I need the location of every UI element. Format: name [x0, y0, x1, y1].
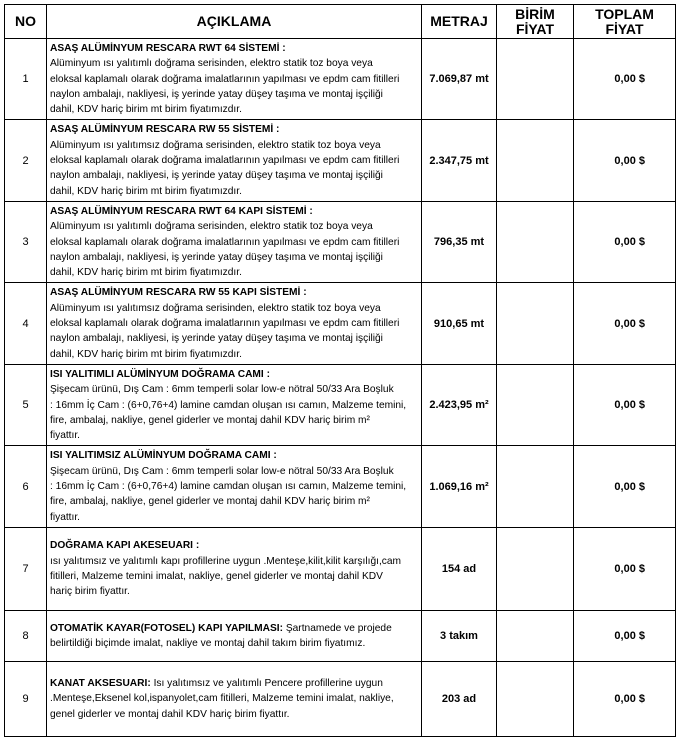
item-title-line	[50, 204, 417, 219]
item-description	[47, 120, 422, 201]
item-total-price: 0,00 $	[574, 201, 676, 282]
row-number: 6	[5, 446, 47, 527]
item-quantity: 154 ad	[422, 527, 497, 610]
item-title-line	[50, 285, 417, 300]
item-unit-price[interactable]	[497, 446, 574, 527]
item-unit-price[interactable]	[497, 364, 574, 445]
header-unit-price-line1: BİRİM	[515, 5, 555, 22]
item-title-line	[50, 448, 417, 463]
row-number: 4	[5, 283, 47, 364]
item-total-price: 0,00 $	[574, 661, 676, 736]
item-description-line: dahil, KDV hariç birim mt birim fiyatımızdır.	[50, 267, 242, 279]
item-description-line: .Menteşe,Eksenel kol,ispanyolet,cam fitilleri, Malzeme temini imalat, nakliye,	[50, 693, 394, 705]
item-description-line: eloksal kaplamalı olarak doğrama imalatlarının yapılması ve epdm cam fitilleri	[50, 155, 400, 167]
row-number: 8	[5, 610, 47, 661]
header-total-price	[574, 5, 676, 39]
item-title-line	[50, 367, 417, 382]
item-description-line: Alüminyum ısı yalıtımsız doğrama serisinden, elektro statik toz boya veya	[50, 139, 381, 151]
row-number: 5	[5, 364, 47, 445]
item-description-line: fire, ambalaj, nakliye, genel giderler ve montaj dahil KDV hariç birim m²	[50, 414, 370, 426]
item-description	[47, 610, 422, 661]
item-title-line	[50, 538, 417, 553]
item-description-line: eloksal kaplamalı olarak doğrama imalatlarının yapılması ve epdm cam fitilleri	[50, 318, 400, 330]
header-unit-price	[497, 5, 574, 39]
item-total-price: 0,00 $	[574, 527, 676, 610]
item-description	[47, 39, 422, 120]
item-description-line: eloksal kaplamalı olarak doğrama imalatlarının yapılması ve epdm cam fitilleri	[50, 73, 400, 85]
item-total-price: 0,00 $	[574, 39, 676, 120]
item-description	[47, 201, 422, 282]
item-description-line: : 16mm İç Cam : (6+0,76+4) lamine camdan oluşan ısı camın, Malzeme temini,	[50, 399, 407, 411]
table-row	[5, 527, 676, 610]
item-quantity: 1.069,16 m²	[422, 446, 497, 527]
item-description-line: naylon ambalajı, nakliyesi, iş yerinde yatay düşey taşıma ve montaj işçiliği	[50, 88, 383, 100]
item-quantity: 2.423,95 m²	[422, 364, 497, 445]
header-no: NO	[5, 5, 47, 39]
table-row	[5, 610, 676, 661]
item-title-continuation: Şartnamede ve projede	[283, 622, 392, 634]
item-quantity: 3 takım	[422, 610, 497, 661]
item-title-line	[50, 621, 417, 636]
item-title: ISI YALITIMSIZ ALÜMİNYUM DOĞRAMA CAMI :	[50, 450, 277, 462]
price-quote-sheet	[4, 4, 676, 737]
item-title-line	[50, 122, 417, 137]
header-total-price-line2: FİYAT	[605, 20, 644, 37]
header-row	[5, 5, 676, 39]
item-title: OTOMATİK KAYAR(FOTOSEL) KAPI YAPILMASI:	[50, 622, 284, 634]
table-row	[5, 364, 676, 445]
item-quantity: 910,65 mt	[422, 283, 497, 364]
item-title: ASAŞ ALÜMİNYUM RESCARA RW 55 KAPI SİSTEMİ :	[50, 287, 307, 299]
item-description-line: eloksal kaplamalı olarak doğrama imalatlarının yapılması ve epdm cam fitilleri	[50, 236, 400, 248]
item-title: KANAT AKSESUARI:	[50, 677, 151, 689]
item-description-line: dahil, KDV hariç birim mt birim fiyatımızdır.	[50, 185, 242, 197]
item-description-line: naylon ambalajı, nakliyesi, iş yerinde yatay düşey taşıma ve montaj işçiliği	[50, 333, 383, 345]
item-description	[47, 283, 422, 364]
item-description-line: ısı yalıtımsız ve yalıtımlı kapı profillerine uygun .Menteşe,kilit,kilit karşılığı,cam	[50, 555, 402, 567]
item-description	[47, 661, 422, 736]
item-description-line: Alüminyum ısı yalıtımlı doğrama serisinden, elektro statik toz boya veya	[50, 58, 373, 70]
item-quantity: 796,35 mt	[422, 201, 497, 282]
table-row	[5, 201, 676, 282]
item-description-line: Şişecam ürünü, Dış Cam : 6mm temperli solar low-e nötral 50/33 Ara Boşluk	[50, 384, 394, 396]
item-total-price: 0,00 $	[574, 364, 676, 445]
item-title: ISI YALITIMLI ALÜMİNYUM DOĞRAMA CAMI :	[50, 368, 270, 380]
item-description	[47, 527, 422, 610]
header-quantity: METRAJ	[422, 5, 497, 39]
item-title-line	[50, 41, 417, 56]
item-description-line: genel giderler ve montaj dahil KDV hariç birim fiyattır.	[50, 708, 290, 720]
table-row	[5, 283, 676, 364]
item-unit-price[interactable]	[497, 201, 574, 282]
item-title: ASAŞ ALÜMİNYUM RESCARA RW 55 SİSTEMİ :	[50, 124, 280, 136]
row-number: 3	[5, 201, 47, 282]
item-title: DOĞRAMA KAPI AKESEUARI :	[50, 540, 200, 552]
item-total-price: 0,00 $	[574, 446, 676, 527]
item-total-price: 0,00 $	[574, 120, 676, 201]
header-unit-price-line2: FİYAT	[515, 20, 555, 37]
table-row	[5, 661, 676, 736]
table-row	[5, 446, 676, 527]
item-total-price: 0,00 $	[574, 283, 676, 364]
item-quantity: 2.347,75 mt	[422, 120, 497, 201]
item-description	[47, 364, 422, 445]
item-title-line	[50, 676, 417, 691]
item-total-price: 0,00 $	[574, 610, 676, 661]
row-number: 7	[5, 527, 47, 610]
item-description-line: Alüminyum ısı yalıtımlı doğrama serisinden, elektro statik toz boya veya	[50, 221, 373, 233]
row-number: 1	[5, 39, 47, 120]
item-quantity: 7.069,87 mt	[422, 39, 497, 120]
item-description-line: fitilleri, Malzeme temini imalat, nakliye, genel giderler ve montaj dahil KDV	[50, 570, 383, 582]
row-number: 2	[5, 120, 47, 201]
item-description-line: dahil, KDV hariç birim mt birim fiyatımızdır.	[50, 104, 242, 116]
bill-of-quantities-table	[4, 4, 676, 737]
item-unit-price[interactable]	[497, 661, 574, 736]
item-unit-price[interactable]	[497, 610, 574, 661]
row-number: 9	[5, 661, 47, 736]
item-title: ASAŞ ALÜMİNYUM RESCARA RWT 64 SİSTEMİ :	[50, 43, 286, 54]
item-description-line: fiyattır.	[50, 511, 81, 523]
item-description-line: hariç birim fiyattır.	[50, 586, 130, 598]
header-total-price-line1: TOPLAM	[595, 5, 654, 22]
item-title-continuation: Isı yalıtımsız ve yalıtımlı Pencere profillerine uygun	[150, 677, 383, 689]
item-description	[47, 446, 422, 527]
item-description-line: Şişecam ürünü, Dış Cam : 6mm temperli solar low-e nötral 50/33 Ara Boşluk	[50, 465, 394, 477]
item-unit-price[interactable]	[497, 39, 574, 120]
item-title: ASAŞ ALÜMİNYUM RESCARA RWT 64 KAPI SİSTEMİ :	[50, 205, 313, 217]
item-unit-price[interactable]	[497, 527, 574, 610]
table-row	[5, 39, 676, 120]
item-description-line: naylon ambalajı, nakliyesi, iş yerinde yatay düşey taşıma ve montaj işçiliği	[50, 170, 383, 182]
cropped-previous-row	[0, 0, 677, 3]
item-description-line: dahil, KDV hariç birim mt birim fiyatımızdır.	[50, 348, 242, 360]
item-description-line: fire, ambalaj, nakliye, genel giderler ve montaj dahil KDV hariç birim m²	[50, 496, 370, 508]
item-unit-price[interactable]	[497, 283, 574, 364]
item-description-line: fiyattır.	[50, 430, 81, 442]
table-row	[5, 120, 676, 201]
item-description-line: : 16mm İç Cam : (6+0,76+4) lamine camdan oluşan ısı camın, Malzeme temini,	[50, 481, 407, 493]
item-unit-price[interactable]	[497, 120, 574, 201]
item-description-line: naylon ambalajı, nakliyesi, iş yerinde yatay düşey taşıma ve montaj işçiliği	[50, 251, 383, 263]
item-description-line: Alüminyum ısı yalıtımsız doğrama serisinden, elektro statik toz boya veya	[50, 302, 381, 314]
item-description-line: belirtildiği biçimde imalat, nakliye ve montaj dahil takım birim fiyatımız.	[50, 637, 366, 649]
item-quantity: 203 ad	[422, 661, 497, 736]
header-description: AÇIKLAMA	[47, 5, 422, 39]
